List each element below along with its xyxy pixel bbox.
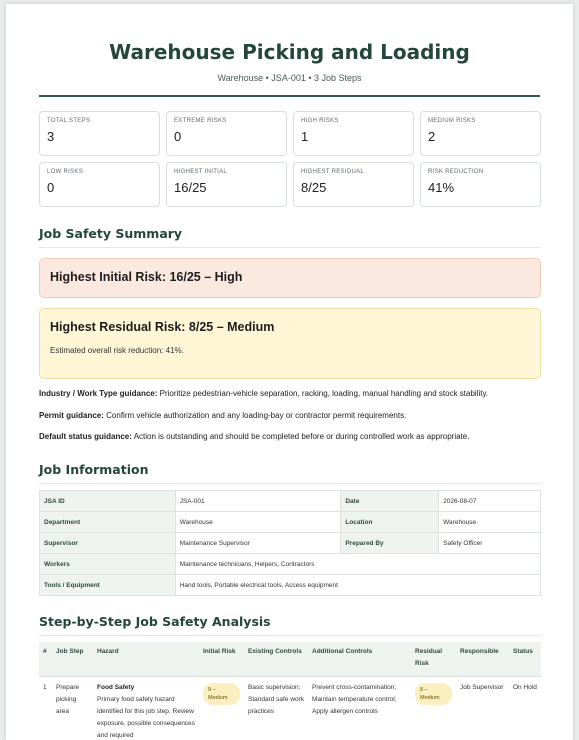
stat-label: HIGHEST RESIDUAL — [301, 169, 365, 175]
col-header-job-step: Job Step — [52, 642, 93, 676]
guidance-permit — [39, 411, 543, 420]
location-value: Warehouse — [439, 512, 541, 533]
status: On Hold — [513, 683, 537, 691]
job-info-table — [39, 490, 541, 596]
supervisor-value: Maintenance Supervisor — [175, 533, 341, 554]
table-row — [40, 491, 541, 512]
stat-value: 8/25 — [301, 180, 327, 195]
location-label: Location — [341, 512, 439, 533]
page-title: Warehouse Picking and Loading — [109, 40, 470, 64]
guidance-label: Permit guidance: — [39, 411, 104, 420]
table-row — [40, 575, 541, 596]
col-header-responsible: Responsible — [456, 642, 509, 676]
stat-value: 41% — [428, 180, 455, 195]
department-value: Warehouse — [175, 512, 341, 533]
guidance-label: Industry / Work Type guidance: — [39, 389, 158, 398]
table-row — [39, 676, 541, 740]
existing-controls: Basic supervision; Standard safe work practices — [248, 683, 305, 715]
supervisor-label: Supervisor — [40, 533, 176, 554]
guidance-text: Prioritize pedestrian-vehicle separation, racking, loading, manual handling and stock stability. — [159, 389, 489, 398]
workers-label: Workers — [40, 554, 176, 575]
date-label: Date — [341, 491, 439, 512]
guidance-label: Default status guidance: — [39, 432, 132, 441]
guidance-industry — [39, 389, 543, 398]
responsible: Job Supervisor — [460, 683, 504, 691]
prepared-by-label: Prepared By — [341, 533, 439, 554]
step-number: 1 — [43, 683, 47, 691]
stat-card-highest-initial — [166, 162, 287, 207]
stat-value: 3 — [47, 129, 55, 144]
hazard-description: Primary food safety hazard identified for this job step. Review exposure, possible consequences and required — [97, 695, 195, 739]
tools-label: Tools / Equipment — [40, 575, 176, 596]
page-subtitle: Warehouse • JSA-001 • 3 Job Steps — [217, 73, 362, 83]
steps-table — [39, 642, 541, 740]
stat-label: RISK REDUCTION — [428, 169, 484, 175]
additional-controls: Prevent cross-contamination; Maintain temperature control; Apply allergen controls — [312, 683, 397, 715]
residual-risk-cell — [411, 676, 456, 740]
residual-risk-heading: Highest Residual Risk: 8/25 – Medium — [50, 320, 275, 334]
table-row — [40, 512, 541, 533]
stat-value: 2 — [428, 129, 436, 144]
stat-card-risk-reduction — [420, 162, 541, 207]
guidance-text: Confirm vehicle authorization and any loading-bay or contractor permit requirements. — [106, 411, 407, 420]
stat-value: 1 — [301, 129, 309, 144]
stat-card-high-risks — [293, 111, 414, 156]
guidance-text: Action is outstanding and should be completed before or during controlled work as appropriate. — [133, 432, 470, 441]
stat-value: 16/25 — [174, 180, 207, 195]
table-row — [40, 554, 541, 575]
stat-label: MEDIUM RISKS — [428, 118, 476, 124]
prepared-by-value: Safety Officer — [439, 533, 541, 554]
residual-risk-badge: 8 – Medium — [415, 683, 452, 705]
initial-risk-heading: Highest Initial Risk: 16/25 – High — [50, 270, 243, 284]
stat-card-highest-residual — [293, 162, 414, 207]
stat-value: 0 — [174, 129, 182, 144]
hazard-name: Food Safety — [97, 683, 135, 691]
stat-card-medium-risks — [420, 111, 541, 156]
stat-card-extreme-risks — [166, 111, 287, 156]
jsa-id-value: JSA-001 — [175, 491, 341, 512]
stat-label: EXTREME RISKS — [174, 118, 227, 124]
col-header-existing-controls: Existing Controls — [244, 642, 308, 676]
date-value: 2026-08-07 — [439, 491, 541, 512]
initial-risk-badge: 9 – Medium — [203, 683, 240, 705]
col-header-status: Status — [509, 642, 541, 676]
initial-risk-cell — [199, 676, 244, 740]
stats-grid — [39, 111, 541, 213]
col-header-additional-controls: Additional Controls — [308, 642, 411, 676]
section-title-job-info: Job Information — [39, 462, 540, 484]
stat-label: HIGHEST INITIAL — [174, 169, 228, 175]
tools-value: Hand tools, Portable electrical tools, Access equipment — [175, 575, 540, 596]
residual-risk-callout — [39, 308, 541, 379]
stat-value: 0 — [47, 180, 55, 195]
stat-card-total-steps — [39, 111, 160, 156]
col-header-number: # — [39, 642, 52, 676]
stat-label: TOTAL STEPS — [47, 118, 91, 124]
risk-reduction-note: Estimated overall risk reduction: 41%. — [50, 346, 184, 355]
workers-value: Maintenance technicians, Helpers, Contractors — [175, 554, 540, 575]
guidance-status — [39, 432, 543, 441]
title-divider — [39, 95, 540, 97]
stat-label: HIGH RISKS — [301, 118, 339, 124]
section-title-steps: Step-by-Step Job Safety Analysis — [39, 614, 540, 636]
col-header-hazard: Hazard — [93, 642, 199, 676]
table-row — [40, 533, 541, 554]
department-label: Department — [40, 512, 176, 533]
jsa-id-label: JSA ID — [40, 491, 176, 512]
col-header-initial-risk: Initial Risk — [199, 642, 244, 676]
col-header-residual-risk: Residual Risk — [411, 642, 456, 676]
stat-label: LOW RISKS — [47, 169, 84, 175]
initial-risk-callout — [39, 258, 541, 298]
hazard-cell — [93, 676, 199, 740]
section-title-summary: Job Safety Summary — [39, 226, 540, 248]
table-header-row — [39, 642, 541, 676]
report-page — [6, 4, 573, 740]
step-name: Prepare picking area — [56, 683, 80, 715]
stat-card-low-risks — [39, 162, 160, 207]
